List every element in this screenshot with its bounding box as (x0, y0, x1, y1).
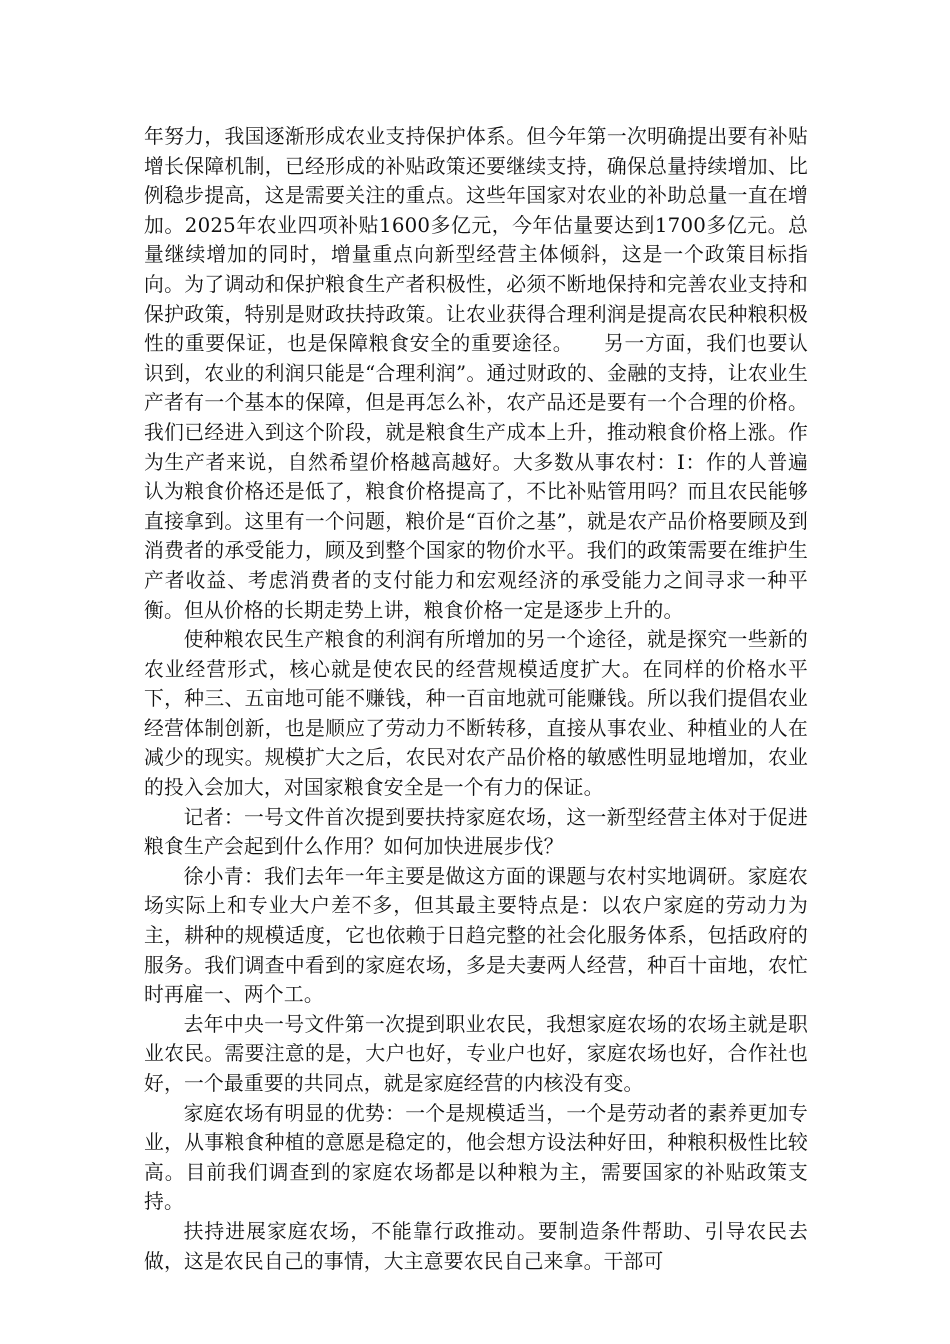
paragraph-1: 年努力，我国逐渐形成农业支持保护体系。但今年第一次明确提出要有补贴增长保障机制，已经形成的补贴政策还要继续支持，确保总量持续增加、比例稳步提高，这是需要关注的重点。这些年国家对农业的补助总量一直在增加。2025年农业四项补贴1600多亿元，今年估量要达到1700多亿元。总量继续增加的同时，增量重点向新型经营主体倾斜，这是一个政策目标指向。为了调动和保护粮食生产者积极性，必须不断地保持和完善农业支持和保护政策，特别是财政扶持政策。让农业获得合理利润是提高农民种粮积极性的重要保证，也是保障粮食安全的重要途径。 另一方面，我们也要认识到，农业的利润只能是“合理利润”。通过财政的、金融的支持，让农业生产者有一个基本的保障，但是再怎么补，农产品还是要有一个合理的价格。我们已经进入到这个阶段，就是粮食生产成本上升，推动粮食价格上涨。作为生产者来说，自然希望价格越高越好。大多数从事农村：I：作的人普遍认为粮食价格还是低了，粮食价格提高了，不比补贴管用吗？而且农民能够直接拿到。这里有一个问题，粮价是“百价之基”，就是农产品价格要顾及到消费者的承受能力，顾及到整个国家的物价水平。我们的政策需要在维护生产者收益、考虑消费者的支付能力和宏观经济的承受能力之间寻求一种平衡。但从价格的长期走势上讲，粮食价格一定是逐步上升的。 (144, 125, 808, 622)
paragraph-4: 徐小青：我们去年一年主要是做这方面的课题与农村实地调研。家庭农场实际上和专业大户差不多，但其最主要特点是：以农户家庭的劳动力为主，耕种的规模适度，它也依赖于日趋完整的社会化服务体系，包括政府的服务。我们调查中看到的家庭农场，多是夫妻两人经营，种百十亩地，农忙时再雇一、两个工。 (144, 864, 808, 1007)
paragraph-7: 扶持进展家庭农场，不能靠行政推动。要制造条件帮助、引导农民去做，这是农民自己的事情，大主意要农民自己来拿。干部可 (144, 1219, 808, 1273)
paragraph-5: 去年中央一号文件第一次提到职业农民，我想家庭农场的农场主就是职业农民。需要注意的是，大户也好，专业户也好，家庭农场也好，合作社也好，一个最重要的共同点，就是家庭经营的内核没有变。 (144, 1012, 808, 1095)
paragraph-3: 记者：一号文件首次提到要扶持家庭农场，这一新型经营主体对于促进粮食生产会起到什么作用？如何加快进展步伐？ (144, 805, 808, 859)
paragraph-2: 使种粮农民生产粮食的利润有所增加的另一个途径，就是探究一些新的农业经营形式，核心就是使农民的经营规模适度扩大。在同样的价格水平下，种三、五亩地可能不赚钱，种一百亩地就可能赚钱。所以我们提倡农业经营体制创新，也是顺应了劳动力不断转移，直接从事农业、种植业的人在减少的现实。规模扩大之后，农民对农产品价格的敏感性明显地增加，农业的投入会加大，对国家粮食安全是一个有力的保证。 (144, 628, 808, 800)
paragraph-6: 家庭农场有明显的优势：一个是规模适当，一个是劳动者的素养更加专业，从事粮食种植的意愿是稳定的，他会想方设法种好田，种粮积极性比较高。目前我们调查到的家庭农场都是以种粮为主，需要国家的补贴政策支持。 (144, 1101, 808, 1214)
article-body (144, 122, 808, 1276)
